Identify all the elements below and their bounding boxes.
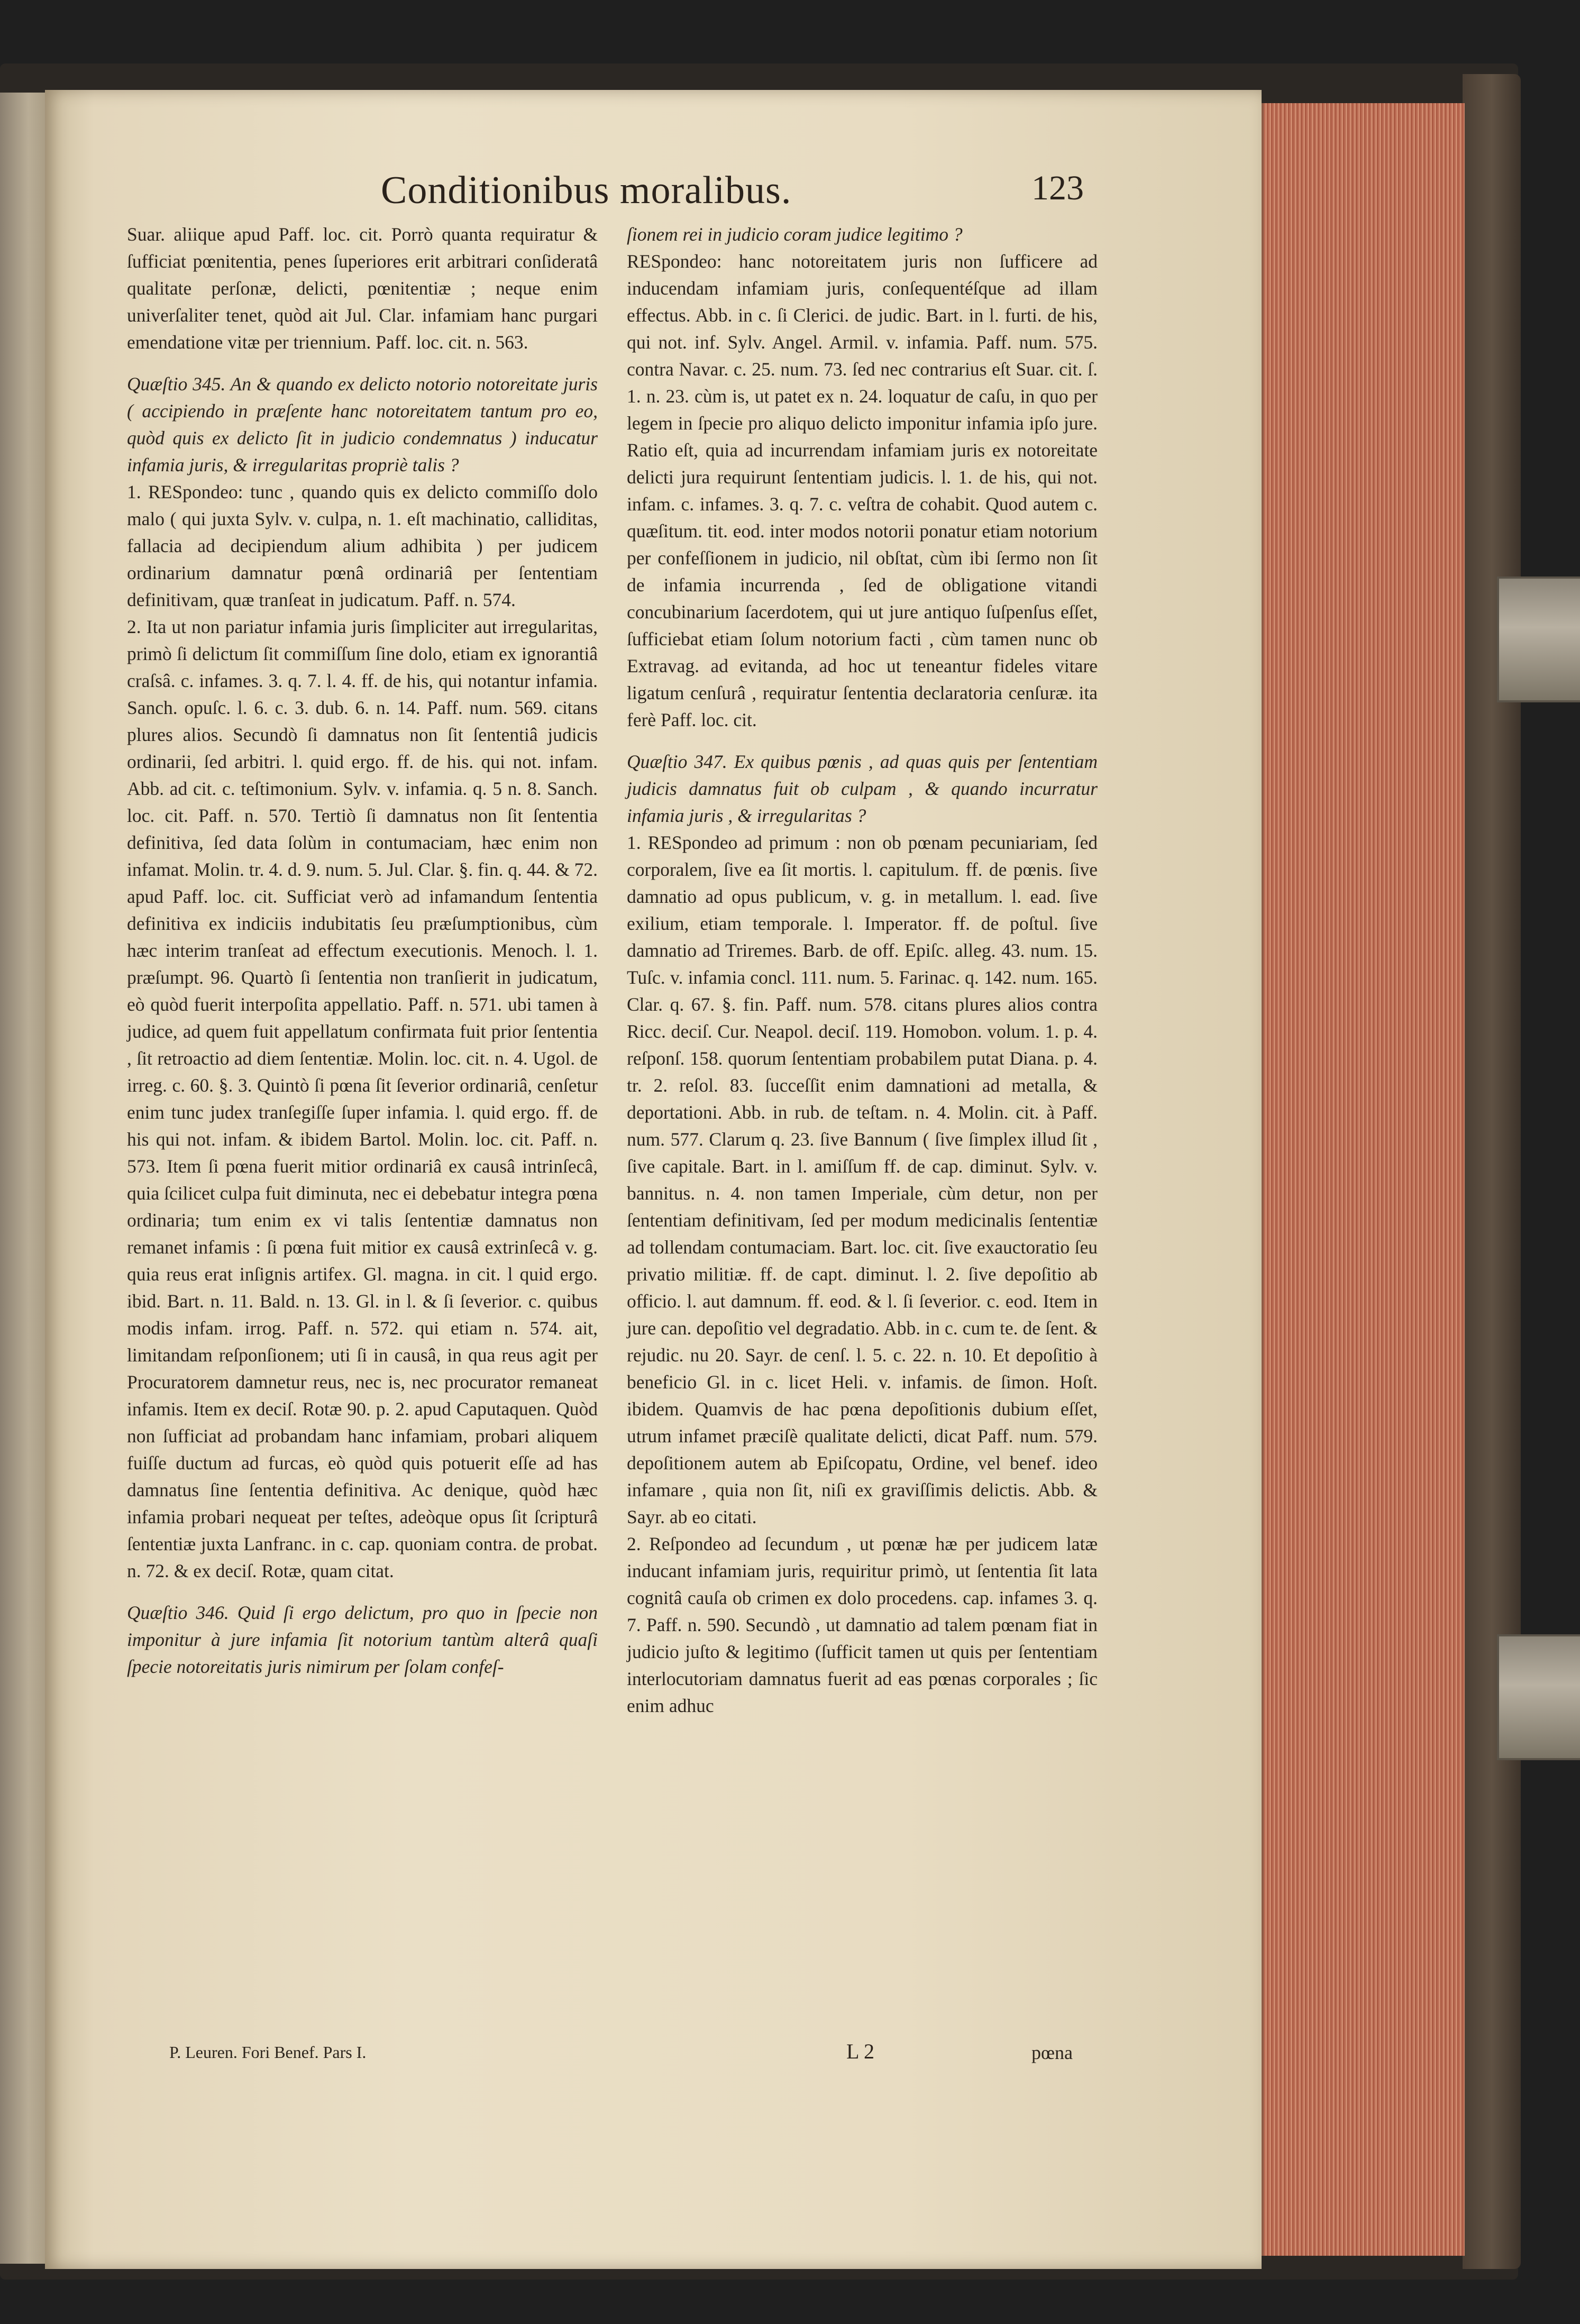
quaestio-continuation: ſionem rei in judicio coram judice legitimo ? xyxy=(627,224,963,245)
metal-clasp-top xyxy=(1497,577,1580,702)
paragraph: RESpondeo: hanc notoreitatem juris non ſufficere ad inducendam infamiam juris, conſequentéſque ad illam effectus. Abb. in c. ſi Clerici. de judic. Bart. in l. furti. de his, qui not. inf. Sylv. Angel. Armil. v. infamia. Paff. num. 575. contra Navar. c. 25. num. 73. ſed nec contrarius eſt Suar. cit. ſ. 1. n. 23. cùm is, ut patet ex n. 24. loquatur de caſu, in quo per legem in ſpecie pro aliquo delicto imponitur infamia ipſo jure. Ratio eſt, quia ad incurrendam infamiam juris ex notoreitate delicti jura requirunt ſententiam judicis. l. 1. de his, qui not. infam. c. infames. 3. q. 7. c. veſtra de cohabit. Quod autem c. quæſitum. tit. eod. inter modos notorii ponatur etiam notorium per confeſſionem in judicio, nil obſtat, cùm ibi ſermo non ſit de infamia incurrenda , ſed de obligatione vitandi concubinarium ſacerdotem, qui ut jure antiquo ſuſpenſus eſſet, ſufficiebat etiam ſolum notorium facti , cùm tamen nunc ob Extravag. ad evitanda, ad hoc ut teneantur fideles vitare ligatum cenſurâ , requiratur ſententia declaratoria cenſuræ. ita ferè Paff. loc. cit. xyxy=(627,251,1098,730)
paragraph: 2. Ita ut non pariatur infamia juris ſimpliciter aut irregularitas, primò ſi delictum ſit commiſſum ſine dolo, etiam ex ignorantiâ craſsâ. c. infames. 3. q. 7. l. 4. ff. de his, qui notantur infamia. Sanch. opuſc. l. 6. c. 3. dub. 6. n. 14. Paff. num. 569. citans plures alios. Secundò ſi damnatus non ſit ſententiâ judicis ordinarii, ſed arbitri. l. quid ergo. ff. de his. qui not. infam. Abb. ad cit. c. teſtimonium. Sylv. v. infamia. q. 5 n. 8. Sanch. loc. cit. Paff. n. 570. Tertiò ſi damnatus non ſit ſententia definitiva, ſed data ſolùm in contumaciam, hæc enim non infamat. Molin. tr. 4. d. 9. num. 5. Jul. Clar. §. fin. q. 44. & 72. apud Paff. loc. cit. Sufficiat verò ad infamandum ſententia definitiva ex indiciis indubitatis ſeu præſumptionibus, cùm hæc interim tranſeat ad effectum executionis. Menoch. l. 1. præſumpt. 96. Quartò ſi ſententia non tranſierit in judicatum, eò quòd fuerit interpoſita appellatio. Paff. n. 571. ubi tamen à judice, ad quem fuit appellatum confirmata fuit prior ſententia , ſit retroactio ad diem ſententiæ. Molin. loc. cit. n. 4. Ugol. de irreg. c. 60. §. 3. Quintò ſi pœna ſit ſeverior ordinariâ, cenſetur enim tunc judex tranſegiſſe ſuper infamia. l. quid ergo. ff. de his qui not. infam. & ibidem Bartol. Molin. loc. cit. Paff. n. 573. Item ſi pœna fuerit mitior ordinariâ ex causâ intrinſecâ, quia ſcilicet culpa fuit diminuta, nec ei debebatur integra pœna ordinaria; tum enim ex vi talis ſententiæ damnatus non remanet infamis : ſi pœna fuit mitior ex causâ extrinſecâ v. g. quia reus erat inſignis artifex. Gl. magna. in cit. l quid ergo. ibid. Bart. n. 11. Bald. n. 13. Gl. in l. & ſi ſeverior. c. quibus modis infam. irrog. Paff. n. 572. qui etiam n. 574. ait, limitandam reſponſionem; uti ſi in causâ, in qua reus agit per Procuratorem damnetur reus, nec is, nec procurator remaneat infamis. Item ex deciſ. Rotæ 90. p. 2. apud Caputaquen. Quòd non ſufficiat ad probandam hanc infamiam, probari aliquem fuiſſe ductum ad furcas, eò quòd quis potuerit eſſe ad has damnatus ſine ſententia definitiva. Ac denique, quòd hæc infamia probari nequeat per teſtes, adeòque opus ſit ſcripturâ ſententiæ juxta Lanfranc. in c. cap. quoniam contra. de probat. n. 72. & ex deciſ. Rotæ, quam citat. xyxy=(127,616,598,1581)
paragraph: 1. RESpondeo ad primum : non ob pœnam pecuniariam, ſed corporalem, ſive ea ſit mortis. l. capitulum. ff. de pœnis. ſive damnatio ad opus publicum, v. g. in metallum. l. ead. ſive exilium, etiam temporale. l. Imperator. ff. de poſtul. ſive damnatio ad Triremes. Barb. de off. Epiſc. alleg. 43. num. 15. Tuſc. v. infamia concl. 111. num. 5. Farinac. q. 142. num. 165. Clar. q. 67. §. fin. Paff. num. 578. citans plures alios contra Ricc. deciſ. Cur. Neapol. deciſ. 119. Homobon. volum. 1. p. 4. reſponſ. 158. quorum ſententiam probabilem putat Diana. p. 4. tr. 2. reſol. 83. ſucceſſit enim damnationi ad metalla, & deportationi. Abb. in rub. de teſtam. n. 4. Molin. cit. à Paff. num. 577. Clarum q. 23. ſive Bannum ( ſive ſimplex illud ſit , ſive capitale. Bart. in l. amiſſum ff. de cap. diminut. Sylv. v. bannitus. n. 4. non tamen Imperiale, cùm detur, non per ſententiam definitivam, ſed per modum medicinalis ſententiæ ad tollendam contumaciam. Bart. loc. cit. ſive exauctoratio ſeu privatio militiæ. ff. de capt. diminut. l. 2. ſive depoſitio ab officio. l. aut damnum. ff. eod. & l. ſi ſeverior. c. eod. Item in jure can. depoſitio vel degradatio. Abb. in c. cum te. de ſent. & rejudic. nu 20. Sayr. de cenſ. l. 5. c. 22. n. 10. Et depoſitio à beneficio Gl. in c. licet Heli. v. infamis. de ſimon. Hoſt. ibidem. Quamvis de hac pœna depoſitionis dubium eſſet, utrum infamet præciſè qualitate delicti, dicat Paff. num. 579. depoſitionem autem ab Epiſcopatu, Ordine, vel benef. ideo infamare , quia non ſit, niſi ex graviſſimis delictis. Abb. & Sayr. ab eo citati. xyxy=(627,832,1098,1527)
running-title: Conditionibus moralibus. xyxy=(381,169,792,212)
page-fore-edge xyxy=(1262,103,1465,2256)
paragraph: 2. Reſpondeo ad ſecundum , ut pœnæ hæ per judicem latæ inducant infamiam juris, requiritur primò, ut ſententia ſit lata cognitâ cauſa ob crimen ex dolo procedens. cap. infames 3. q. 7. Paff. n. 590. Secundò , ut damnatio ad talem pœnam fiat in judicio juſto & legitimo (ſufficit tamen ut quis per ſententiam interlocutoriam damnatus fuerit ad eas pœnas corporales ; ſic enim adhuc xyxy=(627,1533,1098,1716)
paragraph: 1. RESpondeo: tunc , quando quis ex delicto commiſſo dolo malo ( qui juxta Sylv. v. culpa, n. 1. eſt machinatio, calliditas, fallacia ad decipiendum alium adhibita ) per judicem ordinarium damnatur pœnâ ordinariâ per ſententiam definitivam, quæ tranſeat in judicatum. Paff. n. 574. xyxy=(127,481,598,610)
page-number: 123 xyxy=(1031,169,1084,207)
previous-page-edge xyxy=(0,93,48,2264)
signature-mark: L 2 xyxy=(846,2039,874,2063)
quaestio-heading: Quæſtio 347. Ex quibus pœnis , ad quas quis per ſententiam judicis damnatus fuit ob culpam , & quando incurratur infamia juris , & irregularitas ? xyxy=(627,751,1098,826)
catchword: pœna xyxy=(1031,2042,1073,2063)
right-text-column xyxy=(627,221,1098,1719)
quaestio-heading: Quæſtio 345. An & quando ex delicto notorio notoreitate juris ( accipiendo in præſente hanc notoreitatem tantum pro eo, quòd quis ex delicto ſit in judicio condemnatus ) inducatur infamia juris, & irregularitas propriè talis ? xyxy=(127,373,598,475)
paragraph: Suar. aliique apud Paff. loc. cit. Porrò quanta requiratur & ſufficiat pœnitentia, penes ſuperiores erit arbitrari conſideratâ qualitate perſonæ, delicti, pœnitentiæ ; neque enim univerſaliter tenet, quòd ait Jul. Clar. infamiam hanc purgari emendatione vitæ per triennium. Paff. loc. cit. n. 563. xyxy=(127,224,598,353)
metal-clasp-bottom xyxy=(1497,1634,1580,1760)
signature-line: P. Leuren. Fori Benef. Pars I. xyxy=(169,2043,367,2062)
left-text-column xyxy=(127,221,598,1680)
quaestio-heading: Quæſtio 346. Quid ſi ergo delictum, pro quo in ſpecie non imponitur à jure infamia ſit notorium tantùm alterâ quaſi ſpecie notoreitatis juris nimirum per ſolam confeſ- xyxy=(127,1602,598,1677)
book-cover-right xyxy=(1463,74,1521,2269)
